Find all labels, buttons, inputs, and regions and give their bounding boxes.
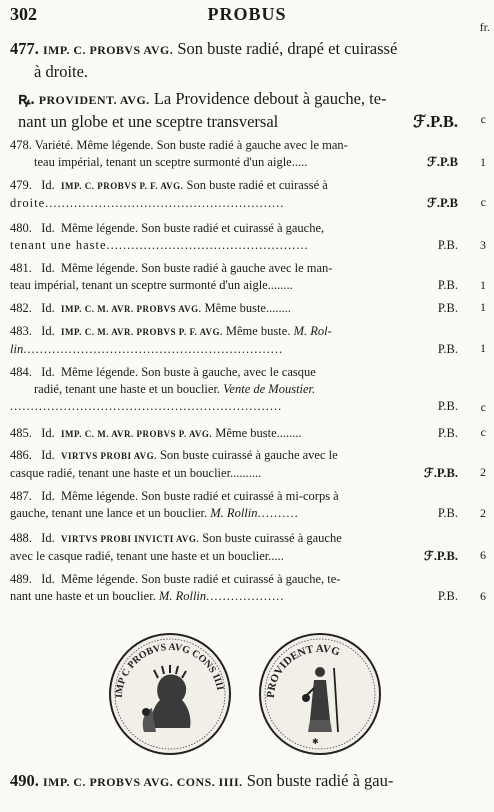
- coin-obverse-legend: IMP C PROBVS AVG CONS IIII: [113, 641, 226, 699]
- coin-reverse-image: [250, 628, 390, 758]
- rarity-485: c: [480, 425, 486, 439]
- entry-483: 483. Id. IMP. C. M. AVR. PROBVS P. F. AVG. Même buste. M. Rol- lin............................................................... P.B.: [10, 324, 458, 356]
- entry-482: 482. Id. IMP. C. M. AVR. PROBVS AVG. Même buste........ P.B.: [10, 301, 458, 315]
- entry-488: 488. Id. VIRTVS PROBI INVICTI AVG. Son buste cuirassé à gauche avec le casque radié, tenant une haste et un bouclier..... ℱ.P.B.: [10, 531, 458, 563]
- rarity-487: 2: [480, 506, 486, 520]
- rarity-486: 2: [480, 465, 486, 479]
- entry-487: 487. Id. Même légende. Son buste radié et cuirassé à mi-corps à gauche, tenant une lance et un bouclier. M. Rollin.......... P.B.: [10, 489, 458, 520]
- entry-479: 479. Id. IMP. C. PROBVS P. F. AVG. Son buste radié et cuirassé à droite.......................................................... ℱ.P.B: [10, 178, 458, 210]
- entry-490: 490. IMP. C. PROBVS AVG. CONS. IIII. Son buste radié à gau-: [10, 771, 394, 790]
- rarity-479: c: [480, 195, 486, 209]
- entry-481: 481. Id. Même légende. Son buste radié à gauche avec le man- teau impérial, tenant un sceptre surmonté d'un aigle........ P.B.: [10, 261, 458, 292]
- svg-text:✱: ✱: [312, 737, 319, 746]
- coin-reverse-legend: PROVIDENT AVG: [264, 642, 342, 699]
- entry-477: 477. IMP. C. PROBVS AVG. Son buste radié, drapé et cuirassé à droite.: [10, 39, 398, 81]
- entry-489: 489. Id. Même légende. Son buste radié et cuirassé à gauche, te- nant une haste et un bouclier. M. Rollin................... P.B.: [10, 572, 458, 603]
- rarity-488: 6: [480, 548, 486, 562]
- rarity-480: 3: [480, 238, 486, 252]
- entry-477-reverse: ꝶ. PROVIDENT. AVG. La Providence debout à gauche, te- nant un globe et une sceptre transversal ℱ.P.B.: [18, 89, 458, 131]
- running-title: PROBUS: [207, 4, 287, 24]
- rarity-column-heading: fr.: [479, 20, 490, 34]
- rarity-477: c: [480, 112, 486, 126]
- rarity-481: 1: [480, 278, 486, 292]
- rarity-482: 1: [480, 300, 486, 314]
- entry-478: 478. Variété. Même légende. Son buste radié à gauche avec le man- teau impérial, tenant un sceptre surmonté d'un aigle..... ℱ.P.B: [10, 138, 458, 169]
- coin-illustration: [100, 628, 400, 748]
- rarity-478: 1: [480, 155, 486, 169]
- entry-480: 480. Id. Même légende. Son buste radié et cuirassé à gauche, tenant une haste................................................. P.B.: [10, 221, 458, 252]
- rarity-489: 6: [480, 589, 486, 603]
- entry-485: 485. Id. IMP. C. M. AVR. PROBVS P. AVG. Même buste........ P.B.: [10, 426, 458, 440]
- page-header: [10, 4, 484, 26]
- entry-486: 486. Id. VIRTVS PROBI AVG. Son buste cuirassé à gauche avec le casque radié, tenant une haste et un bouclier.......... ℱ.P.B.: [10, 448, 458, 480]
- coin-obverse-image: [100, 628, 240, 758]
- page-number: 302: [10, 4, 37, 24]
- rarity-483: 1: [480, 341, 486, 355]
- rarity-484: c: [480, 400, 486, 414]
- entry-484: 484. Id. Même légende. Son buste à gauche, avec le casque radié, tenant une haste et un bouclier. Vente de Moustier. .................................................................. P.B.: [10, 365, 458, 413]
